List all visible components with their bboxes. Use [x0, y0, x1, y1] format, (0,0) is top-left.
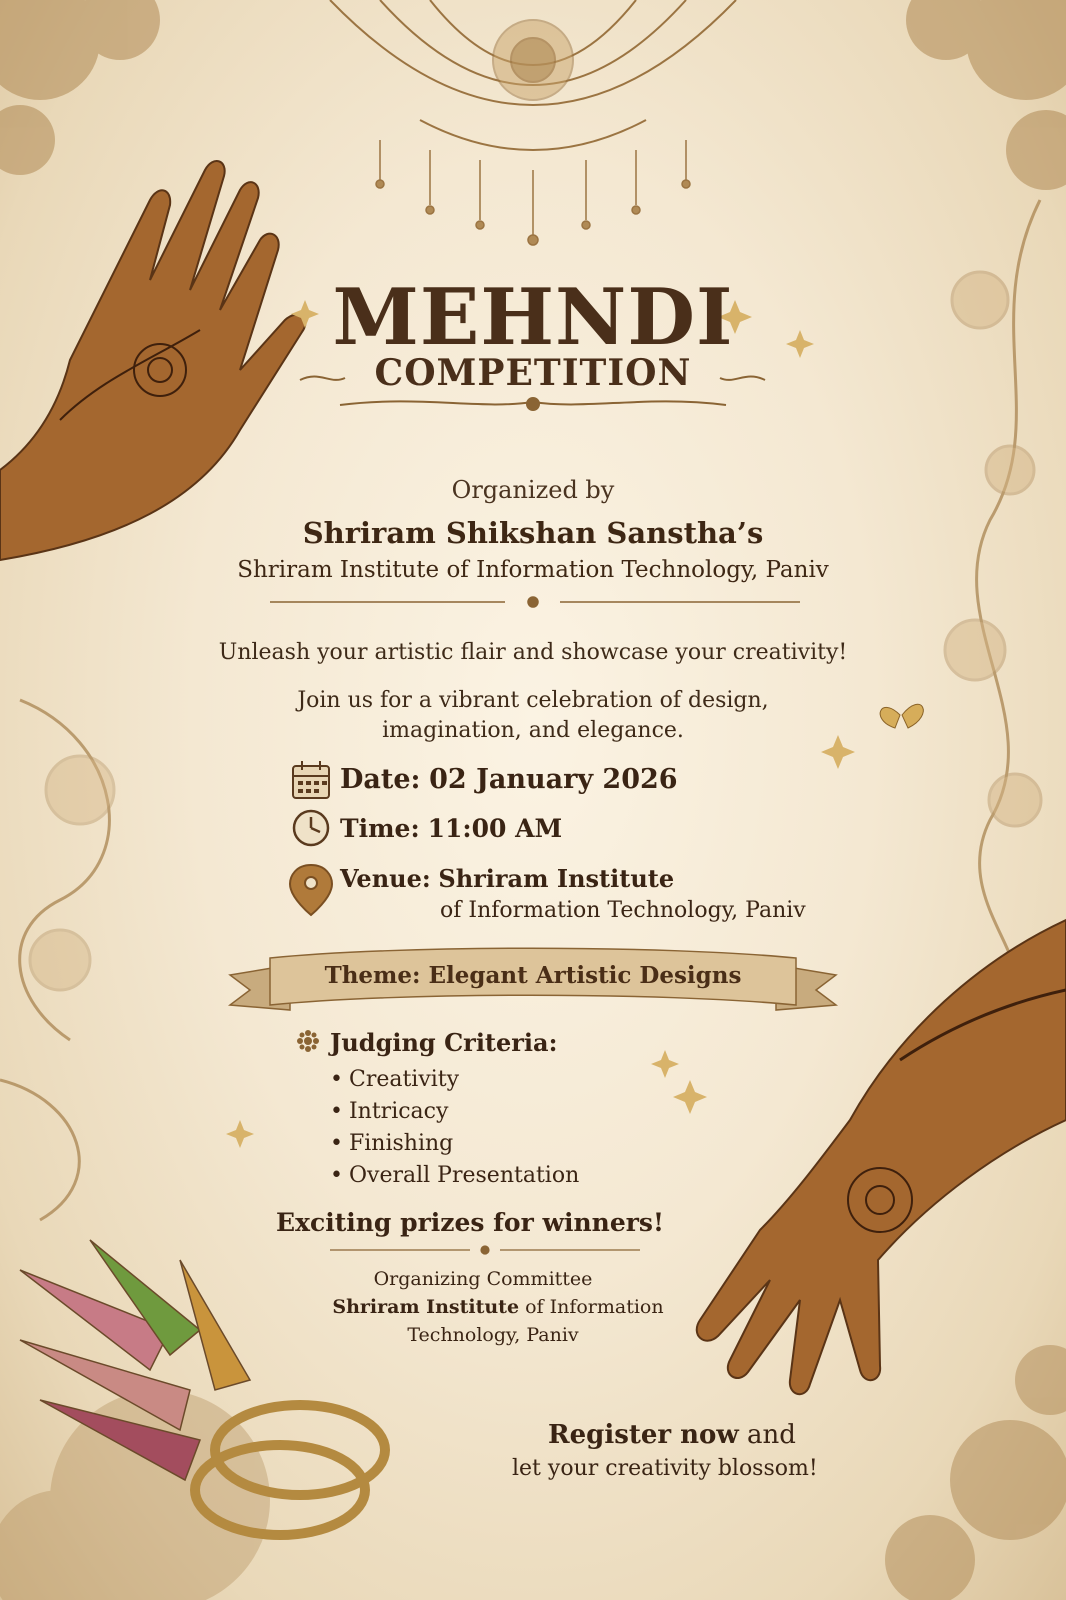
hanging-bead-strings	[376, 140, 690, 245]
venue-value-line2: of Information Technology, Paniv	[440, 898, 806, 923]
corner-floral-bottom-right	[885, 1345, 1066, 1600]
register-rest: and	[738, 1420, 796, 1450]
institute-name: Shriram Institute of Information Technology, Paniv	[237, 557, 829, 583]
organized-by-label: Organized by	[451, 476, 615, 504]
committee-line-3: Technology, Paniv	[407, 1324, 579, 1346]
location-pin-icon	[290, 865, 332, 915]
tagline: Unleash your artistic flair and showcase your creativity!	[218, 640, 848, 665]
flower-bullet-icon	[297, 1030, 319, 1052]
committee-line-1: Organizing Committee	[373, 1268, 593, 1290]
clock-icon	[294, 811, 328, 845]
criteria-item: • Overall Presentation	[330, 1160, 579, 1192]
prizes-text: Exciting prizes for winners!	[276, 1208, 664, 1237]
intro-line-2: imagination, and elegance.	[382, 718, 684, 743]
divider-line-2	[330, 1246, 640, 1254]
venue-label: Venue:	[340, 864, 431, 893]
top-mandala-ornament	[330, 0, 736, 150]
criteria-item: • Intricacy	[330, 1096, 579, 1128]
theme-text: Theme: Elegant Artistic Designs	[324, 962, 742, 989]
date-row	[340, 764, 678, 795]
register-line-1	[548, 1420, 796, 1450]
criteria-item: • Creativity	[330, 1064, 579, 1096]
calendar-icon	[293, 761, 329, 798]
judging-title	[330, 1028, 557, 1057]
judging-title-text: Judging Criteria:	[330, 1028, 558, 1057]
committee-line-2	[0, 1296, 996, 1318]
time-row	[340, 814, 562, 843]
divider-line	[270, 597, 800, 607]
corner-floral-top-right	[906, 0, 1066, 190]
committee-line-2-rest: of Information	[519, 1296, 664, 1318]
organizer-name: Shriram Shikshan Sanstha’s	[302, 516, 764, 550]
committee-institute-bold: Shriram Institute	[332, 1296, 520, 1318]
time-label: Time:	[340, 814, 420, 843]
venue-row	[340, 864, 674, 893]
date-value: 02 January 2026	[429, 764, 678, 795]
event-subtitle: COMPETITION	[374, 352, 692, 394]
date-label: Date:	[340, 764, 421, 795]
criteria-item: • Finishing	[330, 1128, 579, 1160]
criteria-list	[330, 1064, 579, 1192]
register-line-2: let your creativity blossom!	[512, 1456, 818, 1481]
time-value: 11:00 AM	[427, 814, 563, 843]
venue-value-line1: Shriram Institute	[438, 864, 675, 893]
intro-line-1: Join us for a vibrant celebration of design,	[297, 688, 769, 713]
event-title: MEHNDI	[332, 272, 734, 363]
corner-floral-top-left	[0, 0, 160, 175]
left-paisley-ornament	[0, 700, 114, 1220]
register-bold: Register now	[548, 1420, 739, 1450]
